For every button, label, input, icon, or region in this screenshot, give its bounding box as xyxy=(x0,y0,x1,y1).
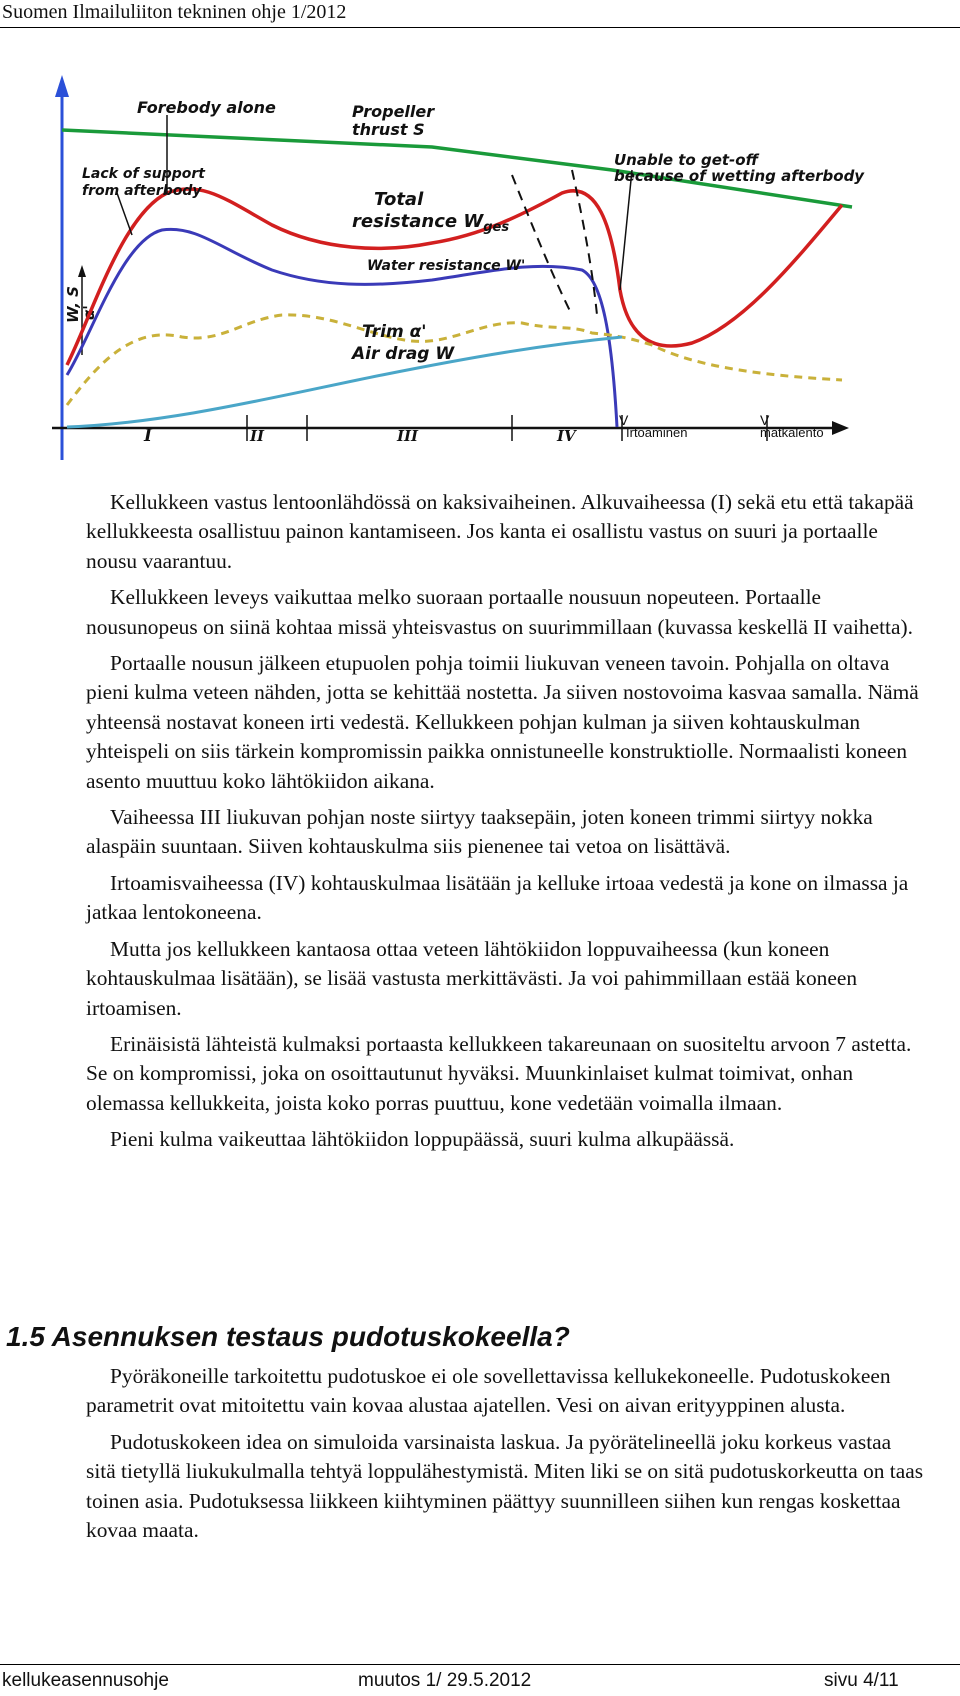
y-indicator-arrow xyxy=(78,265,86,277)
leader-unable xyxy=(620,170,632,290)
diagram-canvas xyxy=(52,75,902,475)
phase-label-4: IV xyxy=(557,427,576,445)
v1-symbol: V xyxy=(619,412,629,428)
label-propeller-1: Propeller xyxy=(352,102,435,121)
section-paragraph: Pyöräkoneille tarkoitettu pudotuskoe ei ole sovellettavissa kellukekoneelle. Pudotuskokeen parametrit ovat mitoitettu vain kovaa alustaa ajatellen. Vesi on aivan erityyppinen alusta. xyxy=(86,1364,891,1418)
label-water: Water resistance W' xyxy=(367,258,526,274)
body-paragraph: Erinäisistä lähteistä kulmaksi portaasta kellukkeen takareunaan on suositeltu arvoon 7 astetta. Se on kompromissi, joka on osoittautunut hyväksi. Muunkinlaiset kulmat toimivat, onhan olemassa kellukkeita, joista koko porras puuttuu, kone vedetään voimalla ilmaan. xyxy=(86,1031,912,1115)
body-paragraph: Kellukkeen leveys vaikuttaa melko suoraan portaalle nousuun nopeuteen. Portaalle nousunopeus on siinä kohtaa missä yhteisvastus on suurimmillaan (kuvassa keskellä II vaihetta). xyxy=(86,585,913,639)
y-axis-label-2: α' xyxy=(80,305,98,320)
label-lack-1: Lack of support xyxy=(82,166,205,182)
label-unable-1: Unable to get-off xyxy=(614,151,759,169)
label-trim: Trim α' xyxy=(362,322,427,342)
body-paragraph: Kellukkeen vastus lentoonlähdössä on kaksivaiheinen. Alkuvaiheessa (I) sekä etu että takapää kellukkeesta osallistuu painon kantamiseen. Jos kanta ei osallistu vastus on suuri ja portaalle nousu vaarantuu. xyxy=(86,490,914,573)
footer-document-name: kellukeasennusohje xyxy=(2,1670,169,1691)
phase-label-2: II xyxy=(250,427,265,445)
footer-revision: muutos 1/ 29.5.2012 xyxy=(358,1670,532,1691)
leader-lack xyxy=(117,193,132,235)
v2-label: matkalento xyxy=(760,425,824,440)
phase-label-1: I xyxy=(144,426,152,446)
footer-page-number: sivu 4/11 xyxy=(824,1670,899,1691)
body-paragraph: Mutta jos kellukkeen kantaosa ottaa veteen lähtökiidon loppuvaiheessa (kun koneen kohtauskulmaa lisätään), se lisää vastusta merkittävästi. Ja voi pahimmillaan estää koneen irtoamisen. xyxy=(86,936,858,1020)
v2-symbol: V xyxy=(760,412,770,428)
section-text xyxy=(86,1362,926,1552)
label-forebody: Forebody alone xyxy=(137,98,276,117)
label-total-1: Total xyxy=(374,189,424,210)
section-paragraph: Pudotuskokeen idea on simuloida varsinaista laskua. Ja pyörätelineellä joku korkeus vastaa sitä tietyllä liukukulmalla tehtyä loppulähestymistä. Miten liki se on sitä pudotuskorkeutta on taas toinen asia. Pudotuksessa liikkeen kiihtyminen päättyy suunnilleen siihen kun rengas koskettaa kovaa maata. xyxy=(86,1429,924,1543)
x-axis-arrow xyxy=(832,421,849,435)
body-paragraph: Irtoamisvaiheessa (IV) kohtauskulmaa lisätään ja kelluke irtoaa vedestä ja kone on ilmassa ja jatkaa lentokoneena. xyxy=(86,870,909,925)
label-propeller-2: thrust S xyxy=(352,120,425,139)
page-header xyxy=(0,0,960,28)
label-air: Air drag W xyxy=(352,344,455,364)
y-axis-arrow xyxy=(55,75,69,97)
page-footer xyxy=(0,1664,960,1696)
body-text xyxy=(86,488,926,1162)
label-lack-2: from afterbody xyxy=(82,183,202,199)
header-title: Suomen Ilmailuliiton tekninen ohje 1/2012 xyxy=(2,1,347,23)
y-axis-label-1: W, S xyxy=(64,286,82,323)
label-total-2: resistance $W_{ges}$ xyxy=(352,211,510,235)
v1-label: Irtoaminen xyxy=(626,425,688,440)
section-title: 1.5 Asennuksen testaus pudotuskokeella? xyxy=(6,1321,570,1352)
body-paragraph: Portaalle nousun jälkeen etupuolen pohja toimii liukuvan veneen tavoin. Pohjalla on oltava pieni kulma veteen nähden, jotta se kehittää nostetta. Ja siiven nostovoima kasvaa samalla. Nämä yhteensä nostavat koneen irti vedestä. Kellukkeen pohjan kulman ja siiven kohtauskulman yhteispeli on siis tärkein kompromissin paikka onnistuneelle konstruktiolle. Normaalisti koneen asento muuttuu koko lähtökiidon aikana. xyxy=(86,651,919,793)
phase-label-3: III xyxy=(397,427,419,445)
body-paragraph: Pieni kulma vaikeuttaa lähtökiidon loppupäässä, suuri kulma alkupäässä. xyxy=(110,1127,735,1152)
label-unable-2: because of wetting afterbody xyxy=(614,167,865,185)
water-resistance-curve xyxy=(67,229,617,427)
resistance-diagram xyxy=(52,75,902,475)
annotation-dashed-1 xyxy=(512,175,572,315)
air-drag-curve xyxy=(67,337,622,427)
body-paragraph: Vaiheessa III liukuvan pohjan noste siirtyy taaksepäin, joten koneen trimmi siirtyy nokka alaspäin suuntaan. Siiven kohtauskulma siis pienenee tai vetoa on lisättävä. xyxy=(86,805,873,859)
